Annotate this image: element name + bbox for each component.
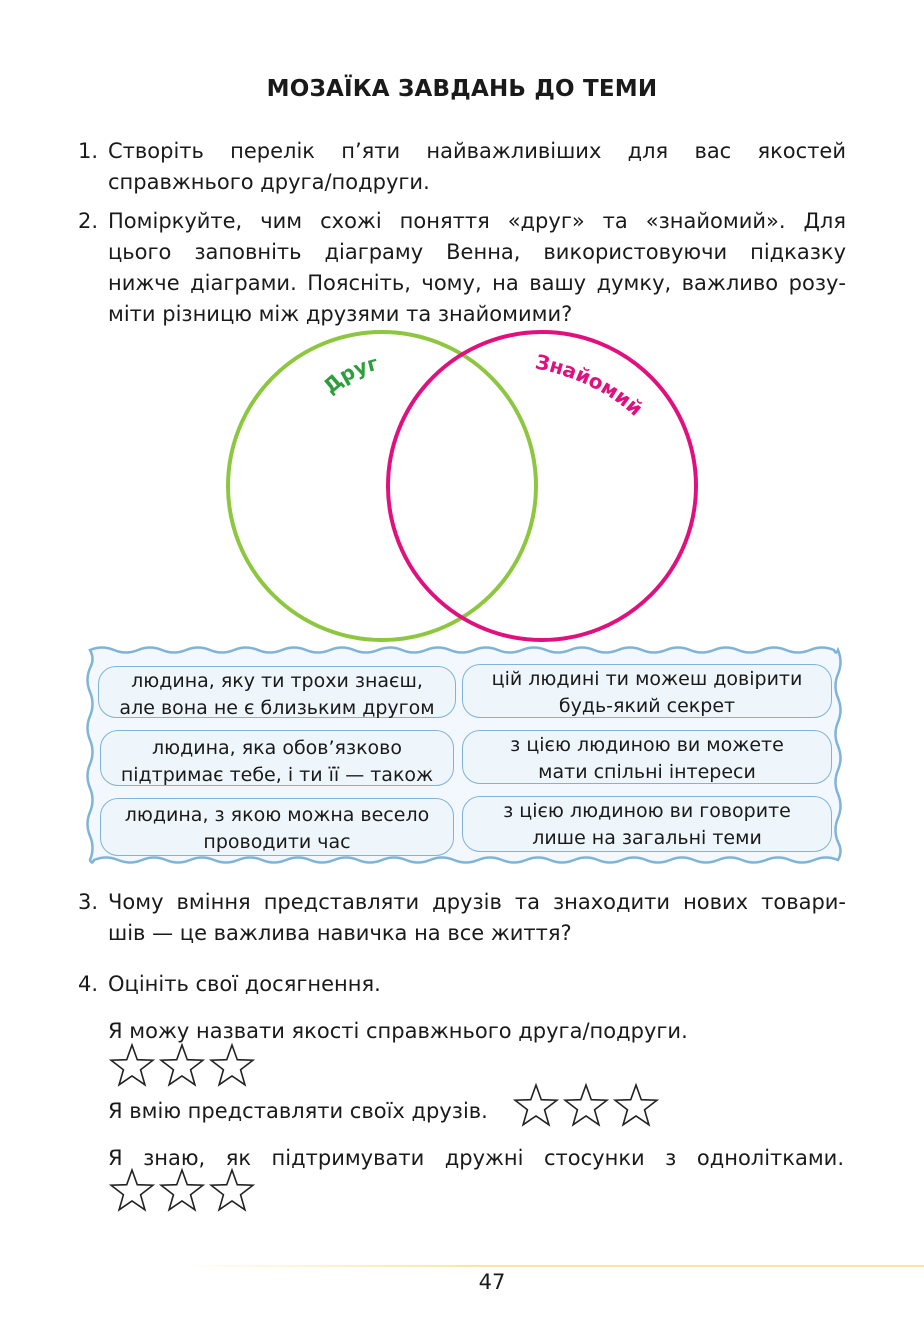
- task-line: шів — це важлива навичка на все життя?: [108, 921, 572, 945]
- star-outline-icon[interactable]: [108, 1042, 156, 1088]
- self-assessment-text: Я знаю, як підтримувати дружні стосунки з однолітками.: [108, 1146, 844, 1170]
- hint-line: проводити час: [203, 831, 351, 853]
- venn-label-friend: Друг: [318, 350, 381, 399]
- hint-line: з цією людиною ви говорите: [503, 800, 791, 822]
- venn-diagram: [0, 330, 924, 642]
- footer-divider: [180, 1265, 924, 1267]
- task-line: Поміркуйте, чим схожі поняття «друг» та «знайомий». Для: [108, 209, 846, 233]
- venn-circle-acquaintance: [388, 332, 696, 640]
- hint-line: лише на загальні теми: [532, 827, 762, 849]
- star-rating-3: [108, 1167, 256, 1213]
- task-number: 4.: [78, 972, 99, 996]
- page-number: 47: [478, 1270, 506, 1294]
- star-outline-icon[interactable]: [612, 1082, 660, 1128]
- self-assessment-item-2: [108, 1096, 488, 1127]
- hint-line: будь-який секрет: [558, 695, 736, 717]
- task-line: Створіть перелік п’яти найважливіших для вас якостей: [108, 139, 846, 163]
- star-rating-2: [512, 1082, 660, 1128]
- task-4: [78, 969, 846, 1000]
- hint-card: [98, 666, 456, 718]
- task-1: [78, 136, 846, 198]
- hint-card: [462, 730, 832, 784]
- star-outline-icon[interactable]: [208, 1167, 256, 1213]
- task-line: цього заповніть діаграму Венна, використовуючи підказку: [108, 240, 846, 264]
- hint-card: [100, 730, 454, 786]
- hint-line: людина, яку ти трохи знаєш,: [131, 670, 423, 692]
- star-outline-icon[interactable]: [158, 1042, 206, 1088]
- star-outline-icon[interactable]: [108, 1167, 156, 1213]
- hint-line: цій людині ти можеш довірити: [491, 668, 803, 690]
- hint-line: мати спільні інтереси: [538, 761, 756, 783]
- star-outline-icon[interactable]: [208, 1042, 256, 1088]
- star-outline-icon[interactable]: [512, 1082, 560, 1128]
- venn-circle-friend: [228, 332, 536, 640]
- task-line: справжнього друга/подруги.: [108, 170, 430, 194]
- page-title: МОЗАЇКА ЗАВДАНЬ ДО ТЕМИ: [266, 76, 658, 102]
- task-number: 2.: [78, 209, 99, 233]
- task-3: [78, 887, 846, 949]
- self-assessment-text: Я можу назвати якості справжнього друга/подруги.: [108, 1019, 688, 1043]
- task-2: [78, 206, 846, 330]
- hint-line: але вона не є близьким другом: [119, 697, 435, 719]
- hint-line: підтримає тебе, і ти її — також: [120, 764, 434, 786]
- task-number: 3.: [78, 890, 99, 914]
- hint-card: [462, 796, 832, 852]
- hint-line: людина, з якою можна весело: [124, 804, 430, 826]
- task-line: Оцініть свої досягнення.: [108, 972, 381, 996]
- task-line: міти різницю між друзями та знайомими?: [108, 302, 573, 326]
- hints-box: [84, 642, 844, 868]
- star-outline-icon[interactable]: [158, 1167, 206, 1213]
- self-assessment-text: Я вмію представляти своїх друзів.: [108, 1099, 488, 1123]
- star-outline-icon[interactable]: [562, 1082, 610, 1128]
- hint-line: людина, яка обов’язково: [151, 737, 402, 759]
- venn-label-acquaintance: Знайомий: [533, 349, 648, 421]
- hint-line: з цією людиною ви можете: [510, 734, 784, 756]
- task-line: Чому вміння представляти друзів та знаходити нових товари-: [108, 890, 846, 914]
- task-number: 1.: [78, 139, 99, 163]
- hint-card: [100, 798, 454, 856]
- task-line: нижче діаграми. Поясніть, чому, на вашу думку, важливо розу-: [108, 271, 846, 295]
- star-rating-1: [108, 1042, 256, 1088]
- hint-card: [462, 664, 832, 718]
